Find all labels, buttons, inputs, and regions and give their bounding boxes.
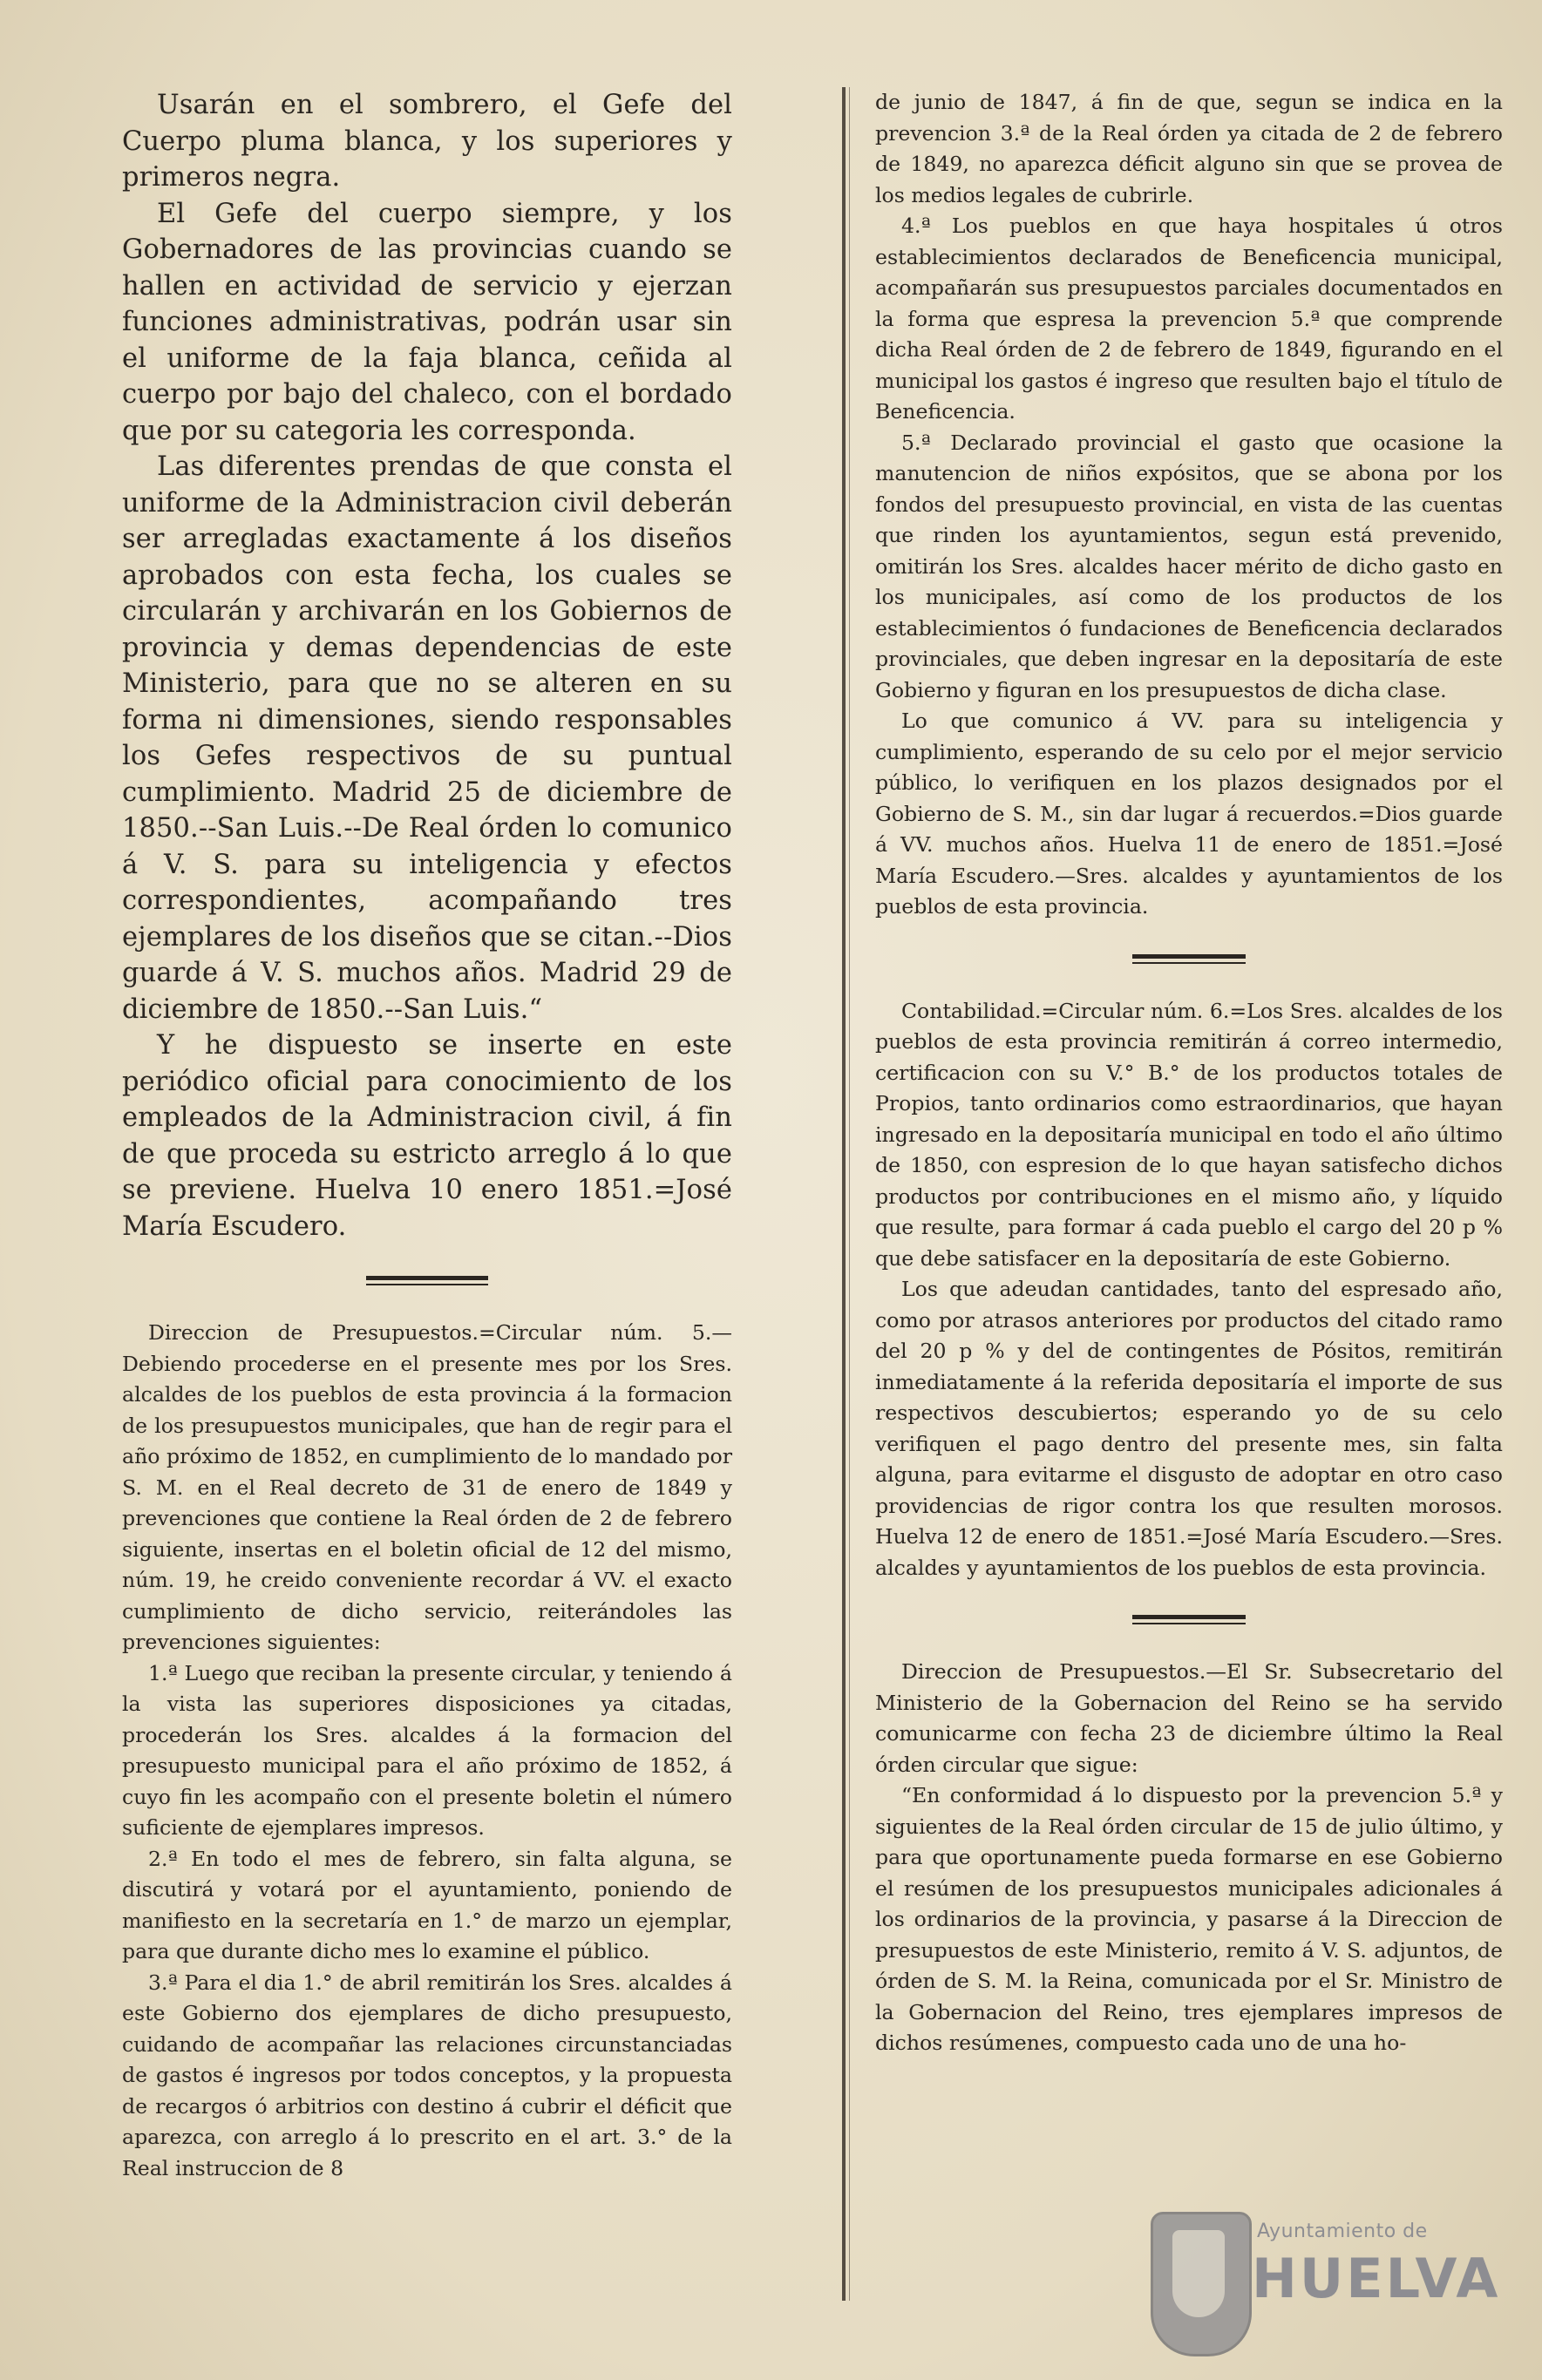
paragraph: Las diferentes prendas de que consta el uniforme de la Administracion civil deberán ser arregladas exactamente á los diseños aprobados con esta fecha, los cuales se circularán y archivarán en los Gobiernos de provincia y demas dependencias de este Ministerio, para que no se alteren en su forma ni dimensiones, siendo responsables los Gefes respectivos de su puntual cumplimiento. Madrid 25 de diciembre de 1850.--San Luis.--De Real órden lo comunico á V. S. para su inteligencia y efectos correspondientes, acompañando tres ejemplares de los diseños que se citan.--Dios guarde á V. S. muchos años. Madrid 29 de diciembre de 1850.--San Luis.“ — [122, 451, 732, 1025]
presupuestos-paragraph: Direccion de Presupuestos.—El Sr. Subsecretario del Ministerio de la Gobernacion del Reino se ha servido comunicarme con fecha 23 de diciembre último la Real órden circular que sigue: — [875, 1659, 1503, 1777]
circular-6-paragraph: Los que adeudan cantidades, tanto del espresado año, como por atrasos anteriores por productos del citado ramo del 20 p % y del de contingentes de Pósitos, remitirán inmediatamente á la referida depositaría el importe de sus respectivos descubiertos; esperando yo de su celo verifiquen el pago dentro del presente mes, sin falta alguna, para evitarme el disgusto de adoptar en otro caso providencias de rigor contra los que resulten morosos. Huelva 12 de enero de 1851.=José María Escudero.—Sres. alcaldes y ayuntamientos de los pueblos de esta provincia. — [875, 1277, 1503, 1580]
paragraph: El Gefe del cuerpo siempre, y los Gobernadores de las provincias cuando se hallen en actividad de servicio y ejerzan funciones administrativas, podrán usar sin el uniforme de la faja blanca, ceñida al cuerpo por bajo del chaleco, con el bordado que por su categoria les corresponda. — [122, 198, 732, 446]
column-divider-thin — [849, 87, 850, 2301]
circular-5 — [122, 1318, 732, 2184]
continuation-text: de junio de 1847, á fin de que, segun se indica en la prevencion 3.ª de la Real órden ya citada de 2 de febrero de 1849, no aparezca déficit alguno sin que se provea de los medios legales de cubrirle. — [875, 90, 1503, 207]
paragraph: Y he dispuesto se inserte en este periódico oficial para conocimiento de los empleados de la Administracion civil, á fin de que proceda su estricto arreglo á lo que se previene. Huelva 10 enero 1851.=José María Escudero. — [122, 1030, 732, 1242]
presupuestos-paragraph: “En conformidad á lo dispuesto por la prevencion 5.ª y siguientes de la Real órden circular de 15 de julio último, y para que oportunamente pueda formarse en ese Gobierno el resúmen de los presupuestos municipales adicionales á los ordinarios de la provincia, y pasarse á la Direccion de presupuestos de este Ministerio, remito á V. S. adjuntos, de órden de S. M. la Reina, comunicada por el Sr. Ministro de la Gobernacion del Reino, tres ejemplares impresos de dichos resúmenes, compuesto cada uno de una ho- — [875, 1783, 1503, 2055]
circular-item: 2.ª En todo el mes de febrero, sin falta alguna, se discutirá y votará por el ayuntamiento, poniendo de manifiesto en la secretaría en 1.° de marzo un ejemplar, para que durante dicho mes lo examine el público. — [122, 1846, 732, 1963]
section-separator — [1132, 953, 1246, 966]
circular-item: 5.ª Declarado provincial el gasto que ocasione la manutencion de niños expósitos, que se abona por los fondos del presupuesto provincial, en vista de las cuentas que rinden los ayuntamientos, segun está prevenido, omitirán los Sres. alcaldes hacer mérito de dicho gasto en los municipales, así como de los productos de los establecimientos ó fundaciones de Beneficencia declarados provinciales, que deben ingresar en la depositaría de este Gobierno y figuran en los presupuestos de dicha clase. — [875, 430, 1503, 702]
right-column — [875, 87, 1503, 2059]
closing-text: Lo que comunico á VV. para su inteligencia y cumplimiento, esperando de su celo por el mejor servicio público, lo verifiquen en los plazos designados por el Gobierno de S. M., sin dar lugar á recuerdos.=Dios guarde á VV. muchos años. Huelva 11 de enero de 1851.=José María Escudero.—Sres. alcaldes y ayuntamientos de los pueblos de esta provincia. — [875, 709, 1503, 919]
section-separator — [1132, 1613, 1246, 1627]
uniform-section — [122, 87, 732, 1244]
circular-item: 1.ª Luego que reciban la presente circular, y teniendo á la vista las superiores disposiciones ya citadas, procederán los Sres. alcaldes á la formacion del presupuesto municipal para el año próximo de 1852, á cuyo fin les acompaño con el presente boletin el número suficiente de ejemplares impresos. — [122, 1660, 732, 1840]
watermark-line-2: HUELVA — [1252, 2247, 1501, 2310]
coat-of-arms-icon — [1151, 2212, 1252, 2356]
watermark-line-1: Ayuntamiento de — [1257, 2221, 1428, 2242]
section-separator — [366, 1274, 488, 1288]
left-column — [122, 87, 732, 2184]
paragraph: Usarán en el sombrero, el Gefe del Cuerpo pluma blanca, y los superiores y primeros negra. — [122, 90, 732, 193]
circular-item: 4.ª Los pueblos en que haya hospitales ú otros establecimientos declarados de Beneficencia municipal, acompañarán sus presupuestos parciales documentados en la forma que espresa la prevencion 5.ª que comprende dicha Real órden de 2 de febrero de 1849, figurando en el municipal los gastos é ingreso que resulten bajo el título de Beneficencia. — [875, 214, 1503, 424]
circular-6-paragraph: Contabilidad.=Circular núm. 6.=Los Sres. alcaldes de los pueblos de esta provincia remitirán á correo intermedio, certificacion con su V.° B.° de los productos totales de Propios, tanto ordinarios como estraordinarios, que hayan ingresado en la depositaría municipal en todo el año último de 1850, con espresion de lo que hayan satisfecho dichos productos por contribuciones en el mismo año, y líquido que resulte, para formar á cada pueblo el cargo del 20 p % que debe satisfacer en la depositaría de este Gobierno. — [875, 998, 1503, 1271]
circular-item: 3.ª Para el dia 1.° de abril remitirán los Sres. alcaldes á este Gobierno dos ejemplares de dicho presupuesto, cuidando de acompañar las relaciones circunstanciadas de gastos é ingresos por todos conceptos, y la propuesta de recargos ó arbitrios con destino á cubrir el déficit que aparezca, con arreglo á lo prescrito en el art. 3.° de la Real instruccion de 8 — [122, 1970, 732, 2180]
ayuntamiento-watermark — [1138, 2205, 1539, 2370]
column-divider — [842, 87, 846, 2301]
circular-intro: Direccion de Presupuestos.=Circular núm. 5.—Debiendo procederse en el presente mes por los Sres. alcaldes de los pueblos de esta provincia á la formacion de los presupuestos municipales, que han de regir para el año próximo de 1852, en cumplimiento de lo mandado por S. M. en el Real decreto de 31 de enero de 1849 y prevenciones que contiene la Real órden de 2 de febrero siguiente, insertas en el boletin oficial de 12 del mismo, núm. 19, he creido conveniente recordar á VV. el exacto cumplimiento de dicho servicio, reiterándoles las prevenciones siguientes: — [122, 1320, 733, 1654]
